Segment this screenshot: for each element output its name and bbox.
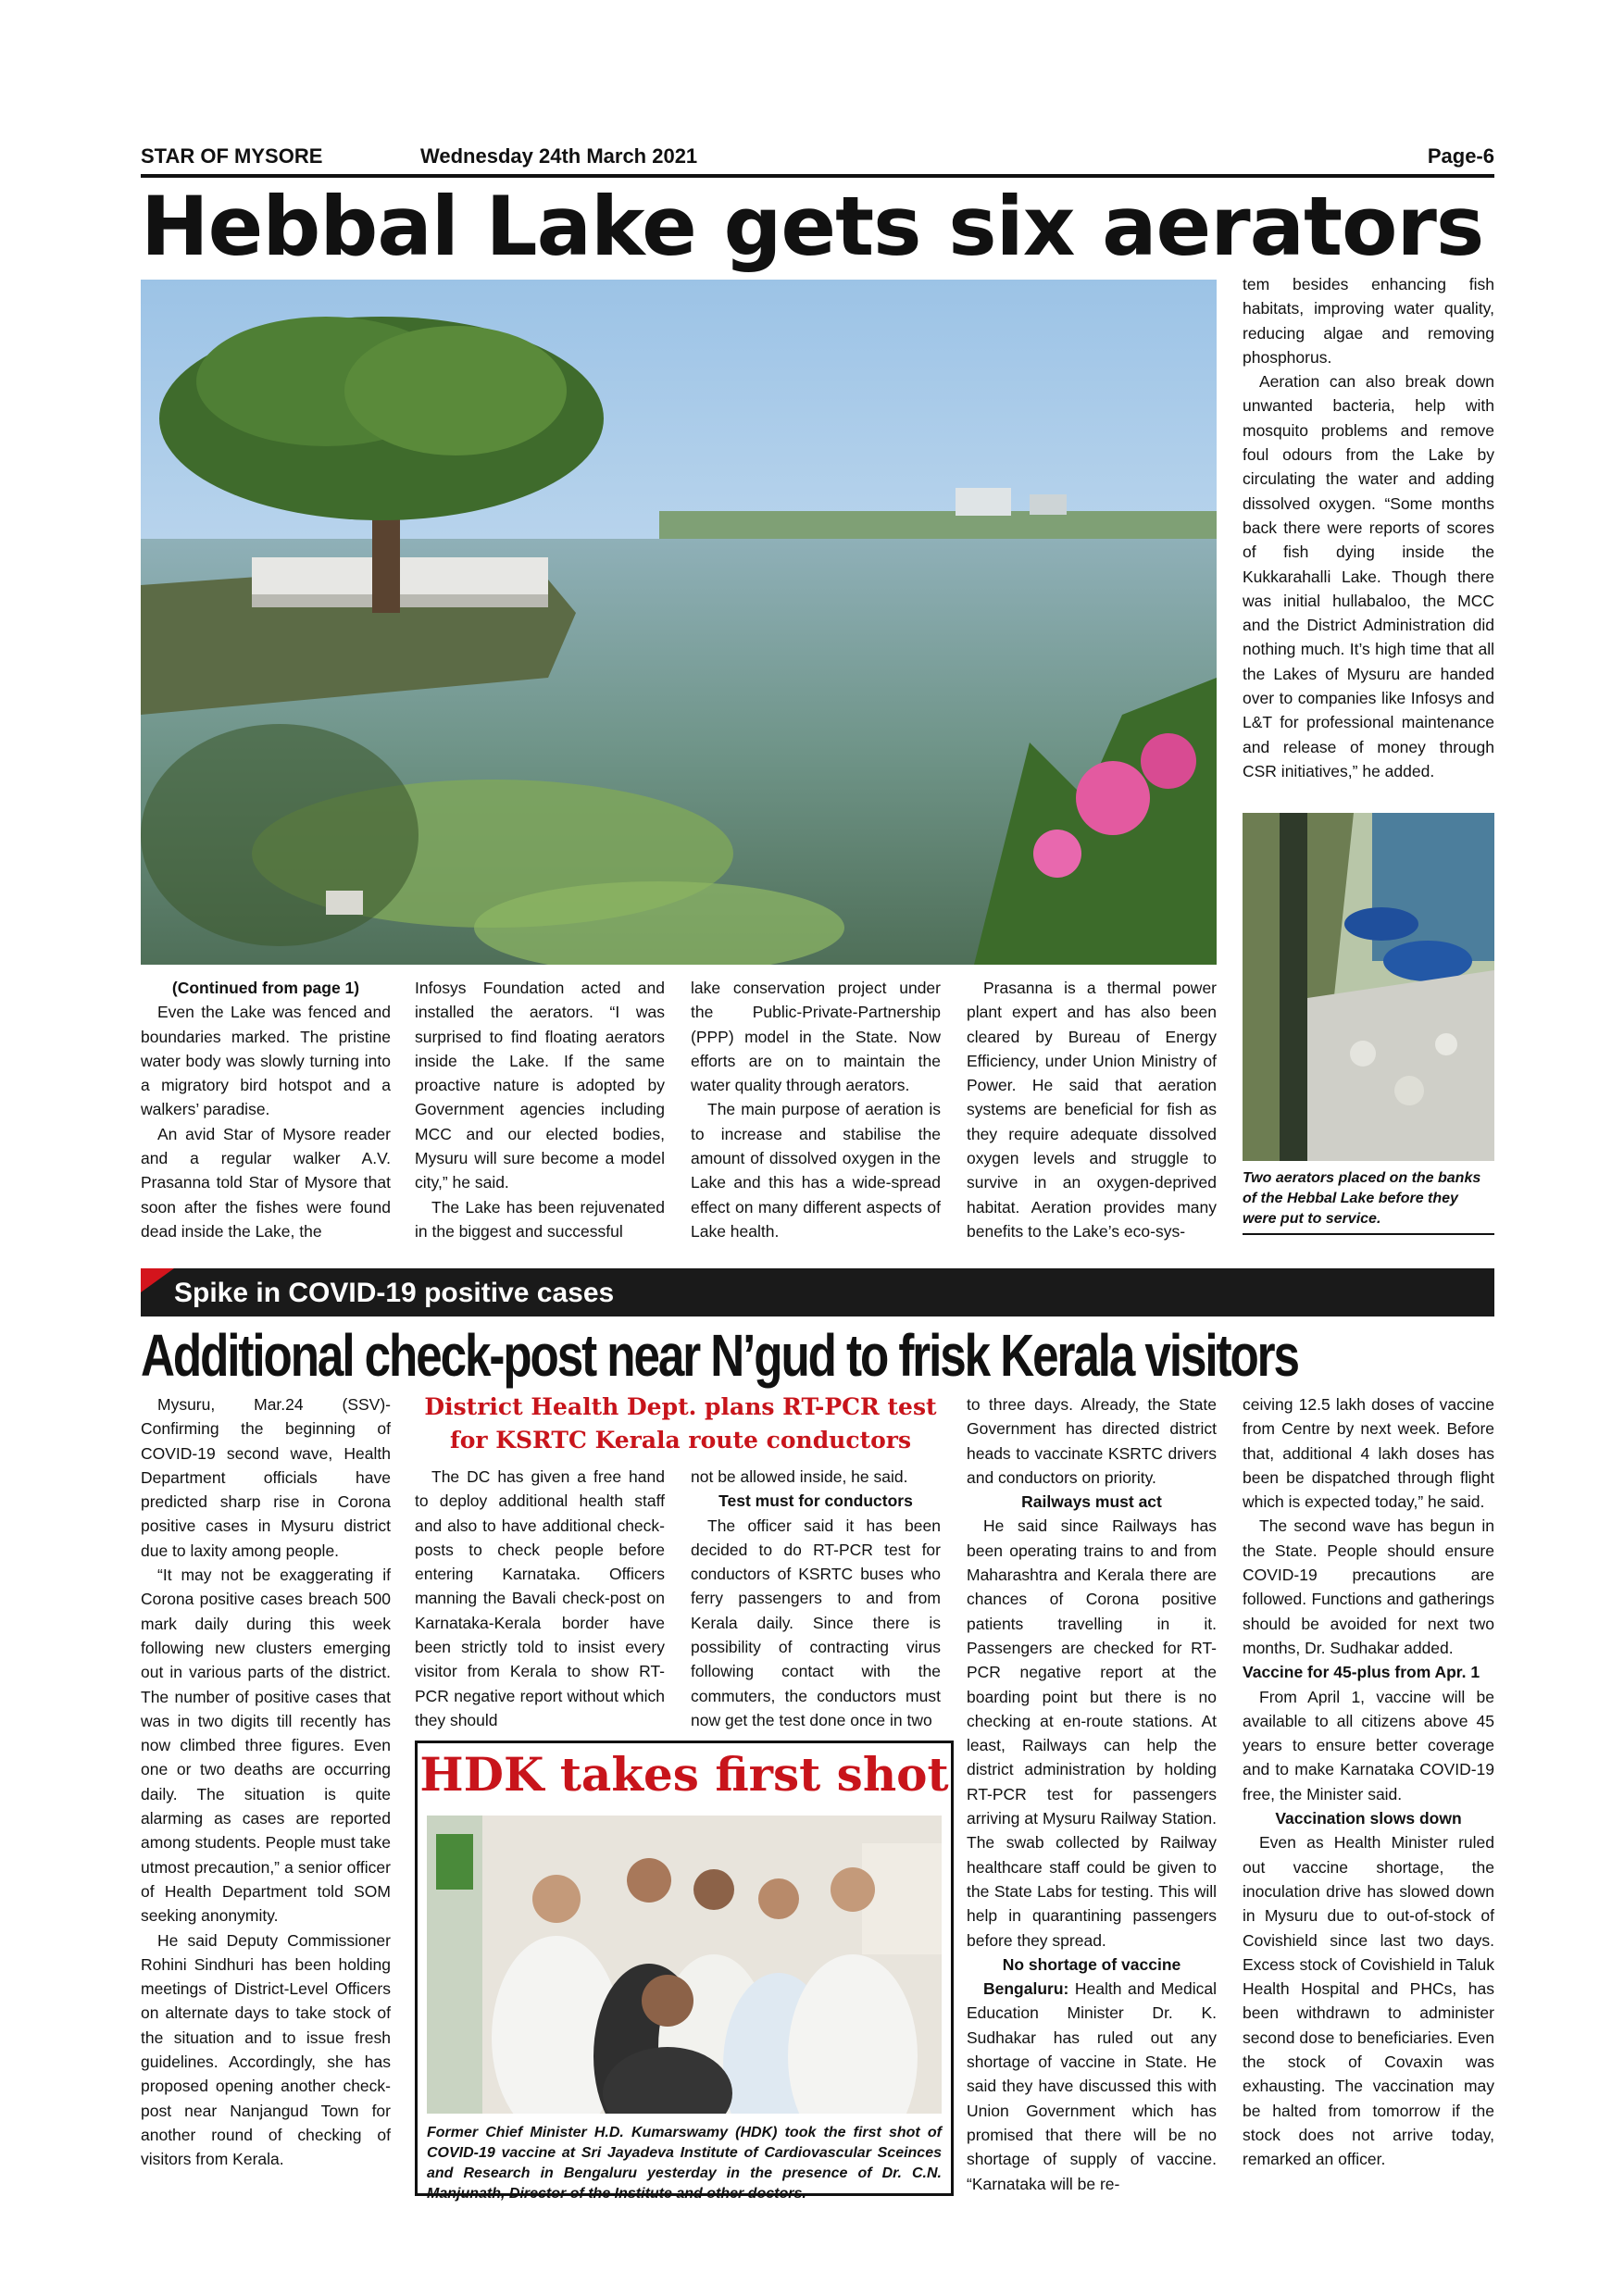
story1-para-2: An avid Star of Mysore reader and a regular walker A.V. Prasanna told Star of Mysore that soon after the fishes were found dead inside the Lake, the [141,1124,391,1241]
story2-para-2: “It may not be exaggerating if Corona positive cases breach 500 mark daily during this week following new clusters emerging out in various parts of the district. The number of positive cases that was in two digits till recently has now climbed three figures. Even one or two deaths are occurring daily. The situation is quite alarming as cases are reported among students. People must take utmost precaution,” a senior officer of Health Department told SOM seeking anonymity. [141,1566,391,1926]
lake-photo-illustration [141,280,1217,965]
hdk-box [415,1741,954,2202]
story2-col-5 [1243,1392,1494,2172]
subhead-no-shortage: No shortage of vaccine [1002,1954,1181,1974]
masthead [141,141,1494,178]
story1-para-7: Prasanna is a thermal power plant expert and has also been cleared by Bureau of Energy Efficiency, under Union Ministry of Power. He said that aeration systems are beneficial for fish as they require adequate dissolved oxygen levels and struggle to survive in an oxygen-deprived habitat. Aeration provides many benefits to the Lake’s eco-sys- [967,979,1217,1241]
banner-label: Spike in COVID-19 positive cases [174,1278,615,1308]
story2-para-13: Even as Health Minister ruled out vaccine shortage, the inoculation drive has slowed down in Mysuru due to out-of-stock of Covishield since last two days. Excess stock of Covishield in Taluk Health Hospital and PHCs, has been withdrawn to administer second dose to beneficiaries. Even the stock of Covaxin was exhausting. The vaccination may be halted from tomorrow if the stock does not arrive today, remarked an officer. [1243,1833,1494,2169]
story1-para-4: The Lake has been rejuvenated in the biggest and successful [415,1197,665,1241]
paper-name: STAR OF MYSORE [141,144,323,168]
headline-check-post: Additional check-post near N’gud to frisk Kerala visitors [141,1322,1298,1389]
banner-red-corner [141,1268,174,1292]
aerator-photo [1243,813,1494,1161]
issue-date: Wednesday 24th March 2021 [420,144,698,168]
story1-para-3: Infosys Foundation acted and installed the aerators. “I was surprised to find floating aerators inside the Lake. If the same proactive nature is adopted by Government agencies including MCC and our elected bodies, Mysuru will sure become a model city,” he said. [415,979,665,1192]
hdk-title: HDK takes first shot [419,1747,949,1802]
story2-para-1: Mysuru, Mar.24 (SSV)- Confirming the beginning of COVID-19 second wave, Health Department officials have predicted sharp rise in Corona positive cases in Mysuru district due to laxity among people. [141,1395,391,1560]
story2-para-12: From April 1, vaccine will be available to all citizens above 45 years to ensure better coverage and to make Karnataka COVID-19 free, the Minister said. [1243,1687,1494,1803]
hdk-photo-illustration [427,1816,942,2114]
story2-para-8: He said since Railways has been operating trains to and from Maharashtra and Kerala there are chances of Corona positive patients travelling in it. Passengers are checked for RT-PCR negative report at the boarding point but there is no checking at en-route stations. At least, Railways can help the district administration by holding RT-PCR test for passengers arriving at Mysuru Railway Station. The swab collected by Railway healthcare staff could be given to the State Labs for testing. This will help in quarantining passengers before they spread. [967,1516,1217,1950]
story1-col-1 [141,976,391,1243]
story1-para-6: The main purpose of aeration is to increase and stabilise the amount of dissolved oxygen in the Lake and this has a wide-spread effect on many different aspects of Lake health. [691,1100,941,1241]
story1-col-4 [967,976,1217,1243]
story2-para-5: not be allowed inside, he said. [691,1467,908,1486]
story2-para-6: The officer said it has been decided to do RT-PCR test for conductors of KSRTC buses who ferry passengers to and from Kerala daily. Since there is possibility of contracting virus following contact with the commuters, the conductors must now get the test done once in two [691,1516,941,1729]
story2-para-3: He said Deputy Commissioner Rohini Sindhuri has been holding meetings of District-Level Officers on alternate days to take stock of the situation and to issue fresh guidelines. Accordingly, she has proposed opening another check-post near Nanjangud Town for another round of checking of visitors from Kerala. [141,1930,391,2169]
story2-para-11: The second wave has begun in the State. People should ensure COVID-19 precautions are followed. Functions and gatherings should be avoided for next two months, Dr. Sudhakar added. [1243,1516,1494,1657]
story2-para-9-text: Health and Medical Education Minister Dr. K. Sudhakar has ruled out any shortage of vaccine in State. He said they have discussed this with Union Government which has promised that there will be no shortage of supply of vaccine. “Karnataka will be re- [967,1979,1217,2193]
story2-para-7: to three days. Already, the State Government has directed district heads to vaccinate KSRTC drivers and conductors on priority. [967,1395,1217,1487]
story1-col-3 [691,976,941,1243]
story2-col-3 [691,1465,941,1732]
story2-col-1 [141,1392,391,2172]
hdk-caption: Former Chief Minister H.D. Kumarswamy (HDK) took the first shot of COVID-19 vaccine at Sri Jayadeva Institute of Cardiovascular Sceinces and Research in Bengaluru yesterday in the presence of Dr. C.N. Manjunath, Director of the Institute and other doctors. [427,2125,942,2202]
subhead-test-conductors: Test must for conductors [718,1491,913,1511]
subhead-vaccine-45: Vaccine for 45-plus from Apr. 1 [1243,1663,1480,1682]
story2-para-4: The DC has given a free hand to deploy additional health staff and also to have additional check-posts to check people before entering Karnataka. Officers manning the Bavali check-post on Karnataka-Kerala border have been strictly told to insist every visitor from Kerala to show RT-PCR negative report without which they should [415,1467,665,1729]
lake-photo [141,280,1217,965]
aerator-photo-illustration [1243,813,1494,1161]
story1-para-8: tem besides enhancing fish habitats, improving water quality, reducing algae and removing phosphorus. [1243,275,1494,367]
caption-rule [1243,1233,1494,1235]
story2-col-4 [967,1392,1217,2196]
subhead-railways: Railways must act [1021,1492,1162,1512]
story1-para-5: lake conservation project under the Public-Private-Partnership (PPP) model in the State. Now efforts are on to maintain the water quality through aerators. [691,979,941,1095]
page-number: Page-6 [1427,144,1494,168]
subhead-vaccination-slows: Vaccination slows down [1275,1809,1462,1828]
headline-hebbal-lake: Hebbal Lake gets six aerators [141,179,1484,274]
story2-col-2 [415,1465,665,1732]
story1-para-1: Even the Lake was fenced and boundaries marked. The pristine water body was slowly turning into a migratory bird hotspot and a walkers’ paradise. [141,1003,391,1119]
story1-col-2 [415,976,665,1243]
aerator-caption: Two aerators placed on the banks of the Hebbal Lake before they were put to service. [1243,1170,1481,1227]
hdk-photo [427,1816,942,2114]
dateline-bengaluru: Bengaluru: [983,1979,1069,1999]
story2-para-9 [967,1977,1217,2196]
story1-col-5 [1243,272,1494,783]
story2-para-10: ceiving 12.5 lakh doses of vaccine from Centre by next week. Before that, additional 4 lakh doses has been be dispatched through flight which is expected today,” he said. [1243,1395,1494,1512]
story1-para-9: Aeration can also break down unwanted bacteria, help with mosquito problems and remove foul odours from the Lake by circulating the water and adding dissolved oxygen. “Some months back there were reports of scores of fish dying inside the Kukkarahalli Lake. Though there was initial hullabaloo, the MCC and the District Administration did nothing much. It’s high time that all the Lakes of Mysuru are handed over to companies like Infosys and L&T for professional maintenance and release of money through CSR initiatives,” he added. [1243,372,1494,780]
covid-banner [141,1268,1494,1316]
kicker-rtpcr: District Health Dept. plans RT-PCR test for KSRTC Kerala route conductors [424,1393,937,1454]
continued-note: (Continued from page 1) [171,979,360,997]
